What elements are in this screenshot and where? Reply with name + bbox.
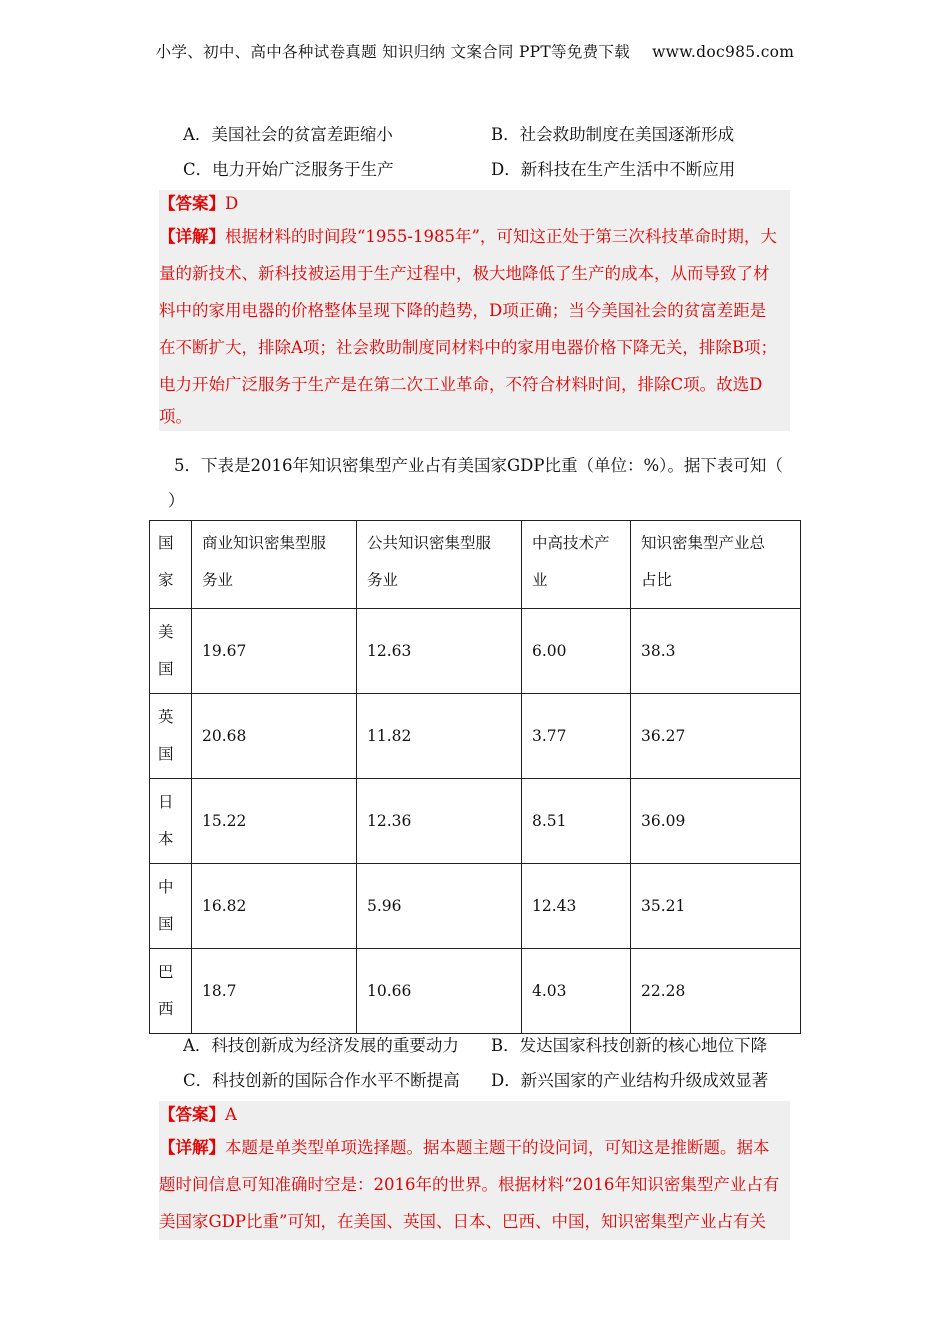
answer-value: D [225,194,239,213]
header-site: www.doc985.com [652,43,795,61]
q5-detail-line: 【详解】本题是单类型单项选择题。据本题主题干的设问词，可知这是推断题。据本 [159,1138,770,1157]
table-row [150,609,801,694]
q4-detail-line: 量的新技术、新科技被运用于生产过程中，极大地降低了生产的成本，从而导致了材 [159,264,770,283]
table-row [150,694,801,779]
table-cell: 36.27 [631,694,801,779]
detail-label: 【详解】 [159,1138,225,1157]
q4-options-row-2 [183,156,803,182]
country-cell: 巴 西 [150,949,192,1034]
q4-answer-block [159,190,790,431]
table-cell: 4.03 [522,949,631,1034]
q5-options-row-1 [183,1032,803,1058]
gdp-share-table [149,520,801,1034]
table-row [150,779,801,864]
q4-detail-line: 【详解】根据材料的时间段“1955-1985年”，可知这正处于第三次科技革命时期，大 [159,227,777,246]
q5-option-c: C．科技创新的国际合作水平不断提高 [183,1071,460,1090]
table-cell: 8.51 [522,779,631,864]
q4-detail-line: 料中的家用电器的价格整体呈现下降的趋势，D项正确；当今美国社会的贫富差距是 [159,301,767,320]
table-cell: 19.67 [192,609,357,694]
country-cell: 中 国 [150,864,192,949]
table-cell: 6.00 [522,609,631,694]
q5-option-a: A．科技创新成为经济发展的重要动力 [183,1036,459,1055]
q4-detail-line: 在不断扩大，排除A项；社会救助制度同材料中的家用电器价格下降无关，排除B项； [159,338,778,357]
table-cell: 20.68 [192,694,357,779]
q5-stem-line: ） [168,491,185,510]
country-cell: 日 本 [150,779,192,864]
table-cell: 12.63 [357,609,522,694]
q4-option-b: B．社会救助制度在美国逐渐形成 [491,125,735,144]
header-cell-total: 知识密集型产业总 占比 [631,521,801,609]
q4-detail-line: 电力开始广泛服务于生产是在第二次工业革命，不符合材料时间，排除C项。故选D [159,375,763,394]
header-text: 小学、初中、高中各种试卷真题 知识归纳 文案合同 PPT等免费下载 [155,43,631,61]
answer-label: 【答案】 [159,1105,225,1124]
q5-option-d: D．新兴国家的产业结构升级成效显著 [491,1071,769,1090]
q5-options-row-2 [183,1067,803,1093]
table-cell: 18.7 [192,949,357,1034]
answer-label: 【答案】 [159,194,225,213]
q4-option-d: D．新科技在生产生活中不断应用 [491,160,736,179]
page-header [0,40,950,62]
table-cell: 15.22 [192,779,357,864]
q5-stem [160,448,800,518]
q5-stem-line: 5．下表是2016年知识密集型产业占有美国家GDP比重（单位：%）。据下表可知（ [174,456,783,475]
q5-answer [159,1101,790,1129]
table-cell: 10.66 [357,949,522,1034]
q4-options-row-1 [183,121,803,147]
table-header-row [150,521,801,609]
table-cell: 3.77 [522,694,631,779]
q5-answer-block [159,1101,790,1240]
q5-option-b: B．发达国家科技创新的核心地位下降 [491,1036,768,1055]
header-cell-country: 国 家 [150,521,192,609]
answer-value: A [225,1105,237,1124]
table-row [150,949,801,1034]
q4-detail-line: 项。 [159,407,192,426]
table-cell: 11.82 [357,694,522,779]
q4-option-c: C．电力开始广泛服务于生产 [183,160,394,179]
q5-detail-line: 题时间信息可知准确时空是：2016年的世界。根据材料“2016年知识密集型产业占有 [159,1175,780,1194]
q5-detail-line: 美国家GDP比重”可知，在美国、英国、日本、巴西、中国，知识密集型产业占有关 [159,1212,766,1231]
table-cell: 16.82 [192,864,357,949]
table-cell: 35.21 [631,864,801,949]
q4-option-a: A．美国社会的贫富差距缩小 [183,125,393,144]
country-cell: 英 国 [150,694,192,779]
detail-label: 【详解】 [159,227,225,246]
table-cell: 38.3 [631,609,801,694]
table-cell: 22.28 [631,949,801,1034]
table-cell: 5.96 [357,864,522,949]
header-cell-commercial: 商业知识密集型服 务业 [192,521,357,609]
header-cell-hightech: 中高技术产 业 [522,521,631,609]
table-cell: 12.36 [357,779,522,864]
header-cell-public: 公共知识密集型服 务业 [357,521,522,609]
table-cell: 12.43 [522,864,631,949]
country-cell: 美 国 [150,609,192,694]
q4-answer [159,190,790,218]
table-row [150,864,801,949]
table-cell: 36.09 [631,779,801,864]
